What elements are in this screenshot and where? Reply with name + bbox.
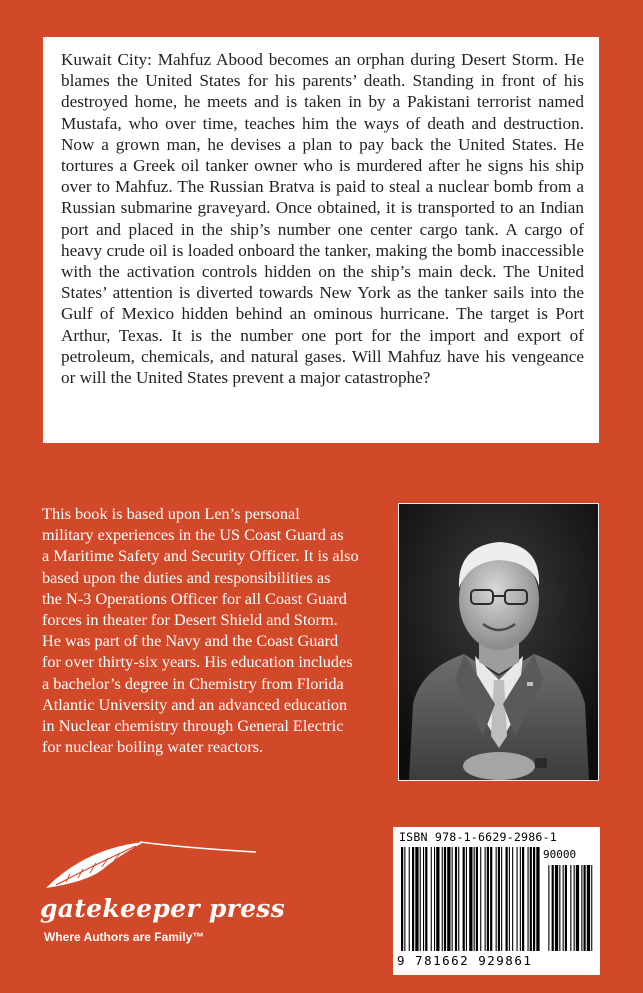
bio-line: the N-3 Operations Officer for all Coast Guard — [42, 588, 347, 608]
author-bio — [42, 503, 387, 757]
publisher-logo — [36, 830, 286, 970]
synopsis-box — [43, 37, 599, 443]
bio-line: based upon the duties and responsibilities as — [42, 567, 331, 587]
bio-line: He was part of the Navy and the Coast Guard — [42, 631, 339, 651]
quill-pen-icon — [36, 830, 266, 900]
author-portrait-illustration — [399, 504, 598, 780]
isbn-label: ISBN 978-1-6629-2986-1 — [399, 830, 557, 844]
price-code: 90000 — [543, 848, 577, 861]
barcode-number: 9 781662 929861 — [397, 953, 533, 968]
bio-line: in Nuclear chemistry through General Electric — [42, 716, 344, 736]
synopsis-text: Kuwait City: Mahfuz Abood becomes an orphan during Desert Storm. He blames the United States for his parents’ death. Standing in front of his destroyed home, he meets and is taken in by a Pakistani terrorist named Mustafa, who over time, teaches him the ways of death and destruction. Now a grown man, he devises a plan to pay back the United States. He tortures a Greek oil tanker owner who is murdered after he signs his ship over to Mahfuz. The Russian Bratva is paid to steal a nuclear bomb from a Russian submarine graveyard. Once obtained, it is transported to an Indian port and placed in the ship’s number one center cargo tank. A cargo of heavy crude oil is loaded onboard the tanker, making the bomb inaccessible with the activation controls hidden on the ship’s main deck. The United States’ attention is diverted towards New York as the tanker sails into the Gulf of Mexico hidden behind an ominous hurricane. The target is Port Arthur, Texas. It is the number one port for the import and export of petroleum, chemicals, and natural gases. Will Mahfuz have his vengeance or will the United States prevent a major catastrophe? — [61, 50, 584, 388]
bio-line: Atlantic University and an advanced education — [42, 694, 348, 714]
barcode-icon — [399, 847, 595, 955]
bio-line: forces in theater for Desert Shield and Storm. — [42, 610, 338, 630]
publisher-tagline: Where Authors are Family™ — [44, 930, 205, 944]
bio-line: This book is based upon Len’s personal — [42, 504, 300, 523]
bio-line: military experiences in the US Coast Guard as — [42, 525, 344, 545]
bio-line: a bachelor’s degree in Chemistry from Florida — [42, 673, 344, 693]
author-photo — [399, 504, 598, 780]
publisher-name: gatekeeper press — [40, 894, 286, 923]
bio-line: for over thirty-six years. His education includes — [42, 652, 353, 672]
bio-line: for nuclear boiling water reactors. — [42, 737, 264, 757]
barcode-box — [393, 827, 600, 975]
bio-line: a Maritime Safety and Security Officer. It is also — [42, 546, 359, 566]
